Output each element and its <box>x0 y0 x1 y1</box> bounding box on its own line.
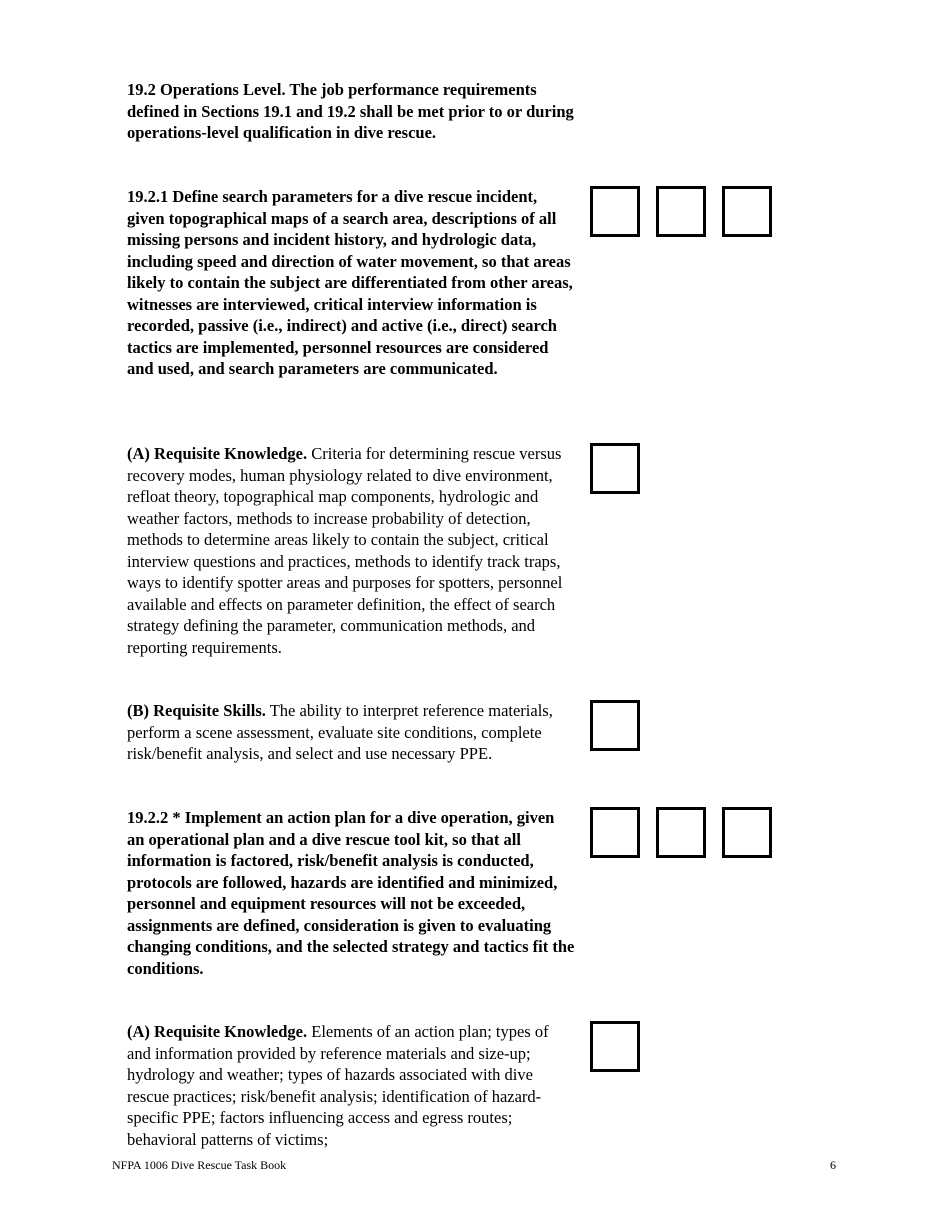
signoff-boxes-19-2-1-a <box>590 443 640 494</box>
section-19-2-1-requisite-skills <box>127 700 575 765</box>
section-19-2-1 <box>127 186 575 380</box>
signoff-checkbox[interactable] <box>722 186 772 237</box>
signoff-checkbox[interactable] <box>590 186 640 237</box>
section-text: 19.2.1 Define search parameters for a dive rescue incident, given topographical maps of a search area, descriptions of all missing persons and incident history, and hydrologic data, including speed and direction of water movement, so that areas likely to contain the subject are differentiated from other areas, witnesses are interviewed, critical interview information is recorded, passive (i.e., indirect) and active (i.e., direct) search tactics are implemented, personnel resources are considered and used, and search parameters are communicated. <box>127 187 573 378</box>
section-19-2-2-requisite-knowledge <box>127 1021 575 1150</box>
page-number: 6 <box>830 1158 836 1172</box>
signoff-boxes-19-2-1 <box>590 186 772 237</box>
section-text: The ability to interpret reference materials, perform a scene assessment, evaluate site conditions, complete risk/benefit analysis, and select and use necessary PPE. <box>127 701 553 763</box>
section-19-2-2 <box>127 807 575 979</box>
signoff-checkbox[interactable] <box>590 700 640 751</box>
section-19-2-operations-level <box>127 79 575 144</box>
signoff-boxes-19-2-2 <box>590 807 772 858</box>
section-text: Criteria for determining rescue versus recovery modes, human physiology related to dive environment, refloat theory, topographical map components, hydrologic and weather factors, methods to increase probability of detection, methods to determine areas likely to contain the subject, critical interview questions and practices, methods to identify track traps, ways to identify spotter areas and purposes for spotters, personnel available and effects on parameter definition, the effect of search strategy defining the parameter, communication methods, and reporting requirements. <box>127 444 563 657</box>
section-lead: (A) Requisite Knowledge. <box>127 1022 308 1041</box>
signoff-checkbox[interactable] <box>590 807 640 858</box>
section-text: Elements of an action plan; types of and information provided by reference materials and size-up; hydrology and weather; types of hazards associated with dive rescue practices; risk/benefit analysis; identification of hazard-specific PPE; factors influencing access and egress routes; behavioral patterns of victims; <box>127 1022 549 1149</box>
section-lead: (B) Requisite Skills. <box>127 701 266 720</box>
section-text: 19.2 Operations Level. The job performance requirements defined in Sections 19.1 and 19.2 shall be met prior to or during operations-level qualification in dive rescue. <box>127 80 574 142</box>
signoff-checkbox[interactable] <box>656 807 706 858</box>
footer-title: NFPA 1006 Dive Rescue Task Book <box>112 1158 287 1172</box>
signoff-checkbox[interactable] <box>656 186 706 237</box>
signoff-boxes-19-2-2-a <box>590 1021 640 1072</box>
section-19-2-1-requisite-knowledge <box>127 443 575 658</box>
signoff-checkbox[interactable] <box>590 443 640 494</box>
signoff-checkbox[interactable] <box>722 807 772 858</box>
section-text: 19.2.2 * Implement an action plan for a dive operation, given an operational plan and a dive rescue tool kit, so that all information is factored, risk/benefit analysis is conducted, protocols are followed, hazards are identified and minimized, personnel and equipment resources will not be exceeded, assignments are defined, consideration is given to evaluating changing conditions, and the selected strategy and tactics fit the conditions. <box>127 808 575 978</box>
signoff-boxes-19-2-1-b <box>590 700 640 751</box>
section-lead: (A) Requisite Knowledge. <box>127 444 308 463</box>
signoff-checkbox[interactable] <box>590 1021 640 1072</box>
